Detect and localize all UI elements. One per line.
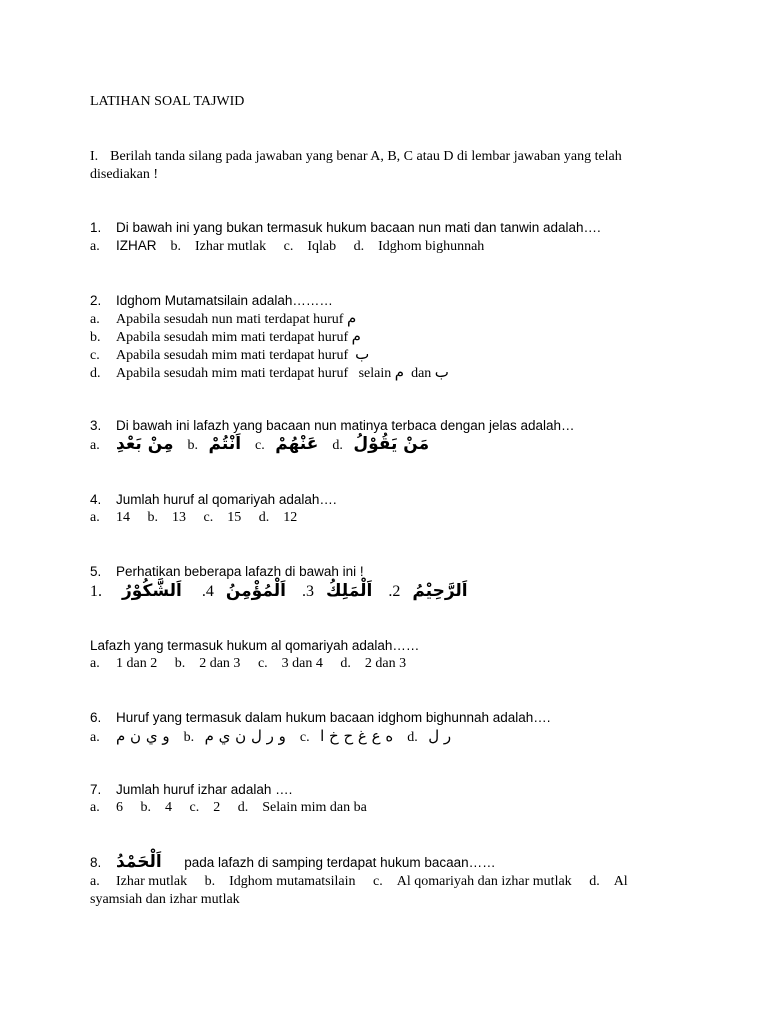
question-7-options: a. 6 b. 4 c. 2 d. Selain mim dan ba — [90, 800, 367, 815]
section-instruction-line1: I. Berilah tanda silang pada jawaban yang benar A, B, C atau D di lembar jawaban yang telah — [90, 149, 622, 164]
question-3-options: a. مِنْ بَعْدِ b. اَنْتُمْ c. عَنْهُمْ d. مَنْ يَقُوْلُ — [90, 434, 430, 454]
option-text: Izhar mutlak — [195, 239, 267, 254]
question-5-items: 1. اَلشَّكُوْرُ .4 اَلْمُؤْمِنُ .3 اَلْمَلِكُ .2 اَلرَّحِيْمُ — [90, 581, 468, 601]
question-2-option-d: d. Apabila sesudah mim mati terdapat huruf selain م dan ب — [90, 363, 449, 381]
question-6-options: a. و ي ن م b. و ر ل ن ي م c. ه ع غ ح خ ا d. ر ل — [90, 727, 452, 745]
option-key: a. — [90, 239, 100, 254]
question-3: 3. Di bawah ini lafazh yang bacaan nun matinya terbaca dengan jelas adalah… — [90, 418, 575, 433]
section-instruction-line2: disediakan ! — [90, 167, 159, 182]
arabic-word: عَنْهُمْ — [275, 434, 319, 454]
option-text: Iqlab — [307, 239, 337, 254]
option-text: IZHAR — [116, 238, 157, 253]
question-5-options: a. 1 dan 2 b. 2 dan 3 c. 3 dan 4 d. 2 dan 3 — [90, 656, 407, 671]
question-4: 4. Jumlah huruf al qomariyah adalah…. — [90, 492, 337, 507]
question-6: 6. Huruf yang termasuk dalam hukum bacaan idghom bighunnah adalah…. — [90, 710, 551, 725]
question-8-options: a. Izhar mutlak b. Idghom mutamatsilain c. Al qomariyah dan izhar mutlak d. Al — [90, 874, 628, 889]
question-5-prompt: Lafazh yang termasuk hukum al qomariyah adalah…… — [90, 638, 420, 653]
arabic-word: مَنْ يَقُوْلُ — [353, 434, 430, 454]
question-1-options — [90, 237, 484, 256]
arabic-word: اَنْتُمْ — [208, 434, 242, 454]
option-key: d. — [353, 239, 365, 254]
question-5: 5. Perhatikan beberapa lafazh di bawah ini ! — [90, 564, 364, 579]
arabic-word: اَلْحَمْدُ — [116, 852, 162, 872]
question-8-continuation: syamsiah dan izhar mutlak — [90, 892, 240, 907]
arabic-word: مِنْ بَعْدِ — [116, 434, 174, 454]
question-2-option-b: b. Apabila sesudah mim mati terdapat huruf م — [90, 327, 361, 345]
question-4-options: a. 14 b. 13 c. 15 d. 12 — [90, 510, 298, 525]
question-1: 1. Di bawah ini yang bukan termasuk hukum bacaan nun mati dan tanwin adalah…. — [90, 220, 601, 235]
question-2: 2. Idghom Mutamatsilain adalah……… — [90, 293, 333, 308]
question-2-option-a: a. Apabila sesudah nun mati terdapat huruf م — [90, 309, 357, 327]
question-8: 8. اَلْحَمْدُ pada lafazh di samping terdapat hukum bacaan…… — [90, 852, 496, 872]
page-title: LATIHAN SOAL TAJWID — [90, 94, 245, 109]
option-key: c. — [283, 239, 294, 254]
option-key: b. — [170, 239, 181, 254]
option-text: Idghom bighunnah — [378, 239, 485, 254]
question-7: 7. Jumlah huruf izhar adalah …. — [90, 782, 293, 797]
question-2-option-c: c. Apabila sesudah mim mati terdapat huruf ب — [90, 345, 370, 363]
